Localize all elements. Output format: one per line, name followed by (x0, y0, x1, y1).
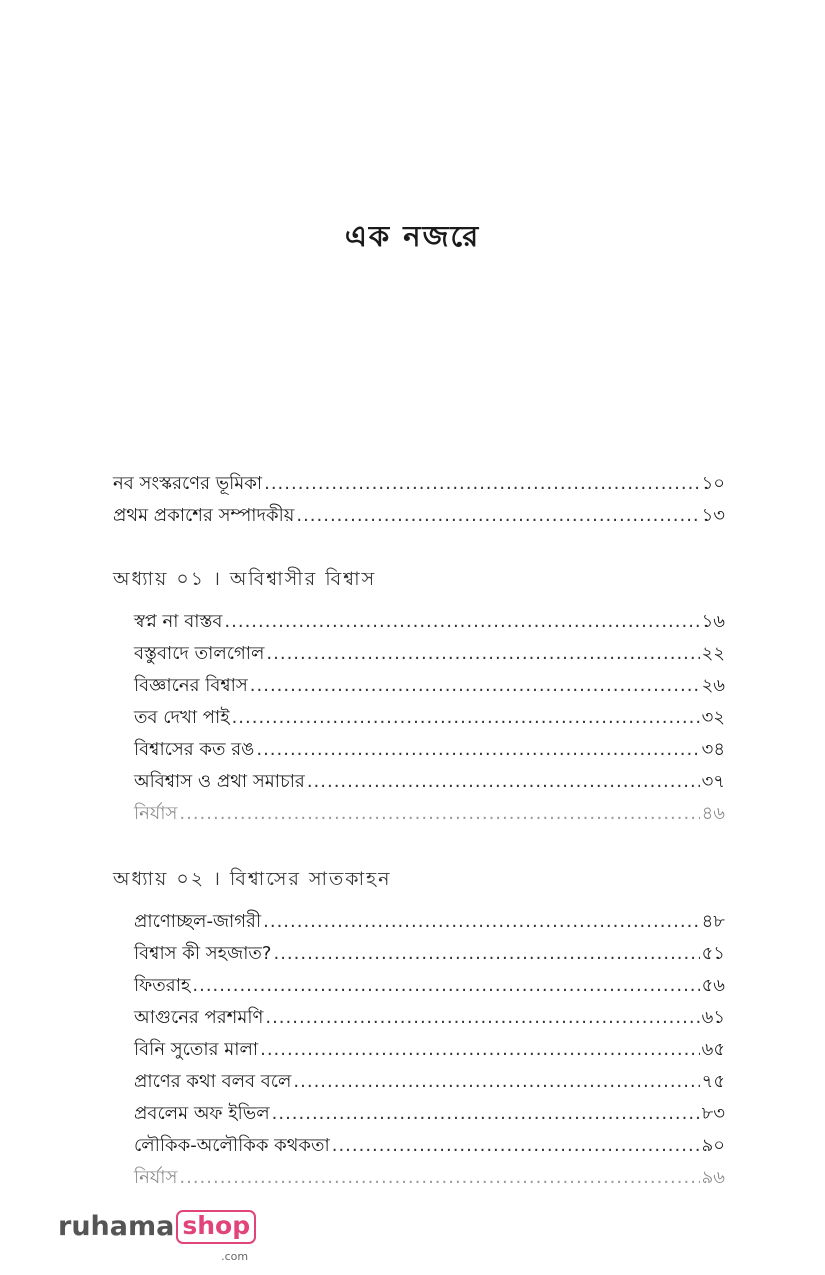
toc-entry-page: ৯৬ (701, 1167, 725, 1188)
toc-entry-label: আগুনের পরশমণি (134, 1007, 264, 1028)
dot-leader (296, 500, 699, 532)
toc-entry-page: ৮৩ (701, 1103, 725, 1124)
toc-entry-label: প্রাণোচ্ছল-জাগরী (134, 911, 262, 932)
toc-entry-label: নির্যাস (134, 1167, 178, 1188)
dot-leader (256, 734, 699, 766)
toc-entry-label: বিশ্বাসের কত রঙ (134, 739, 255, 760)
toc-entry-page: ২২ (701, 643, 725, 664)
toc-entry (113, 702, 725, 734)
dot-leader (224, 606, 699, 638)
toc-entry (113, 1098, 725, 1130)
toc-entry-label: প্রবলেম অফ ইভিল (134, 1103, 270, 1124)
toc-entry-page: ৫৬ (701, 975, 725, 996)
toc-entry-page: ৬৫ (701, 1039, 725, 1060)
toc-entry (113, 970, 725, 1002)
toc-entry-page: ৩৭ (701, 771, 725, 792)
dot-leader (264, 468, 700, 500)
toc-entry-page: ৯০ (701, 1135, 725, 1156)
toc-entry-page: ৫১ (701, 943, 725, 964)
toc-entry-label: বিজ্ঞানের বিশ্বাস (134, 675, 248, 696)
toc-entry (113, 500, 725, 532)
toc-entry (113, 638, 725, 670)
dot-leader (332, 1130, 700, 1162)
toc-entry-page: ৪৮ (701, 911, 725, 932)
ruhama-shop-logo (58, 1210, 256, 1263)
toc-entry-label: বিনি সুতোর মালা (134, 1039, 259, 1060)
toc-entry-label: বিশ্বাস কী সহজাত? (134, 943, 272, 964)
toc-entry-page: ১৬ (701, 611, 725, 632)
toc-entry (113, 1066, 725, 1098)
dot-leader (265, 1002, 699, 1034)
dot-leader (179, 1162, 699, 1194)
toc-entry-label: নব সংস্করণের ভূমিকা (113, 473, 263, 494)
chapter-heading-02: অধ্যায় ০২ । বিশ্বাসের সাতকাহন (113, 868, 392, 890)
toc-entry-page: ৬১ (701, 1007, 725, 1028)
logo-text-domain: .com (221, 1250, 249, 1263)
dot-leader (273, 938, 699, 970)
toc-entry-label: ফিতরাহ (134, 975, 191, 996)
toc-entry-page: ১৩ (701, 505, 725, 526)
toc-entry (113, 468, 725, 500)
dot-leader (260, 1034, 700, 1066)
toc-entry-page: ৭৫ (701, 1071, 725, 1092)
toc-entry-label: লৌকিক-অলৌকিক কথকতা (134, 1135, 330, 1156)
toc-entry-page: ৩২ (701, 707, 725, 728)
toc-entry-label: অবিশ্বাস ও প্রথা সমাচার (134, 771, 305, 792)
toc-entry (113, 1002, 725, 1034)
toc-entry-page: ২৬ (701, 675, 725, 696)
logo-text-ruhama: ruhama (58, 1211, 175, 1242)
dot-leader (192, 970, 699, 1002)
toc-entry-label: তব দেখা পাই (134, 707, 230, 728)
logo-text-shop: shop (182, 1211, 251, 1240)
toc-entry (113, 606, 725, 638)
toc-entry (113, 906, 725, 938)
dot-leader (293, 1066, 699, 1098)
dot-leader (266, 638, 699, 670)
chapter-heading-01: অধ্যায় ০১ । অবিশ্বাসীর বিশ্বাস (113, 568, 377, 590)
toc-entry-page: ১০ (701, 473, 725, 494)
dot-leader (272, 1098, 700, 1130)
toc-entry (113, 1130, 725, 1162)
table-of-contents (113, 468, 725, 1194)
toc-entry (113, 1034, 725, 1066)
toc-entry (113, 670, 725, 702)
toc-entry-label: বস্তুবাদে তালগোল (134, 643, 265, 664)
toc-entry-summary (113, 798, 725, 830)
toc-entry-label: প্রাণের কথা বলব বলে (134, 1071, 292, 1092)
toc-entry-page: ৩৪ (701, 739, 725, 760)
dot-leader (232, 702, 700, 734)
toc-entry-label: নির্যাস (134, 803, 178, 824)
dot-leader (179, 798, 699, 830)
dot-leader (250, 670, 700, 702)
toc-entry (113, 734, 725, 766)
toc-entry-summary (113, 1162, 725, 1194)
page-title: এক নজরে (344, 219, 481, 253)
dot-leader (263, 906, 700, 938)
toc-entry (113, 938, 725, 970)
toc-entry (113, 766, 725, 798)
dot-leader (307, 766, 700, 798)
toc-entry-label: প্রথম প্রকাশের সম্পাদকীয় (113, 505, 295, 526)
toc-entry-label: স্বপ্ন না বাস্তব (134, 611, 223, 632)
logo-shop-badge (176, 1210, 256, 1263)
toc-entry-page: ৪৬ (701, 803, 725, 824)
